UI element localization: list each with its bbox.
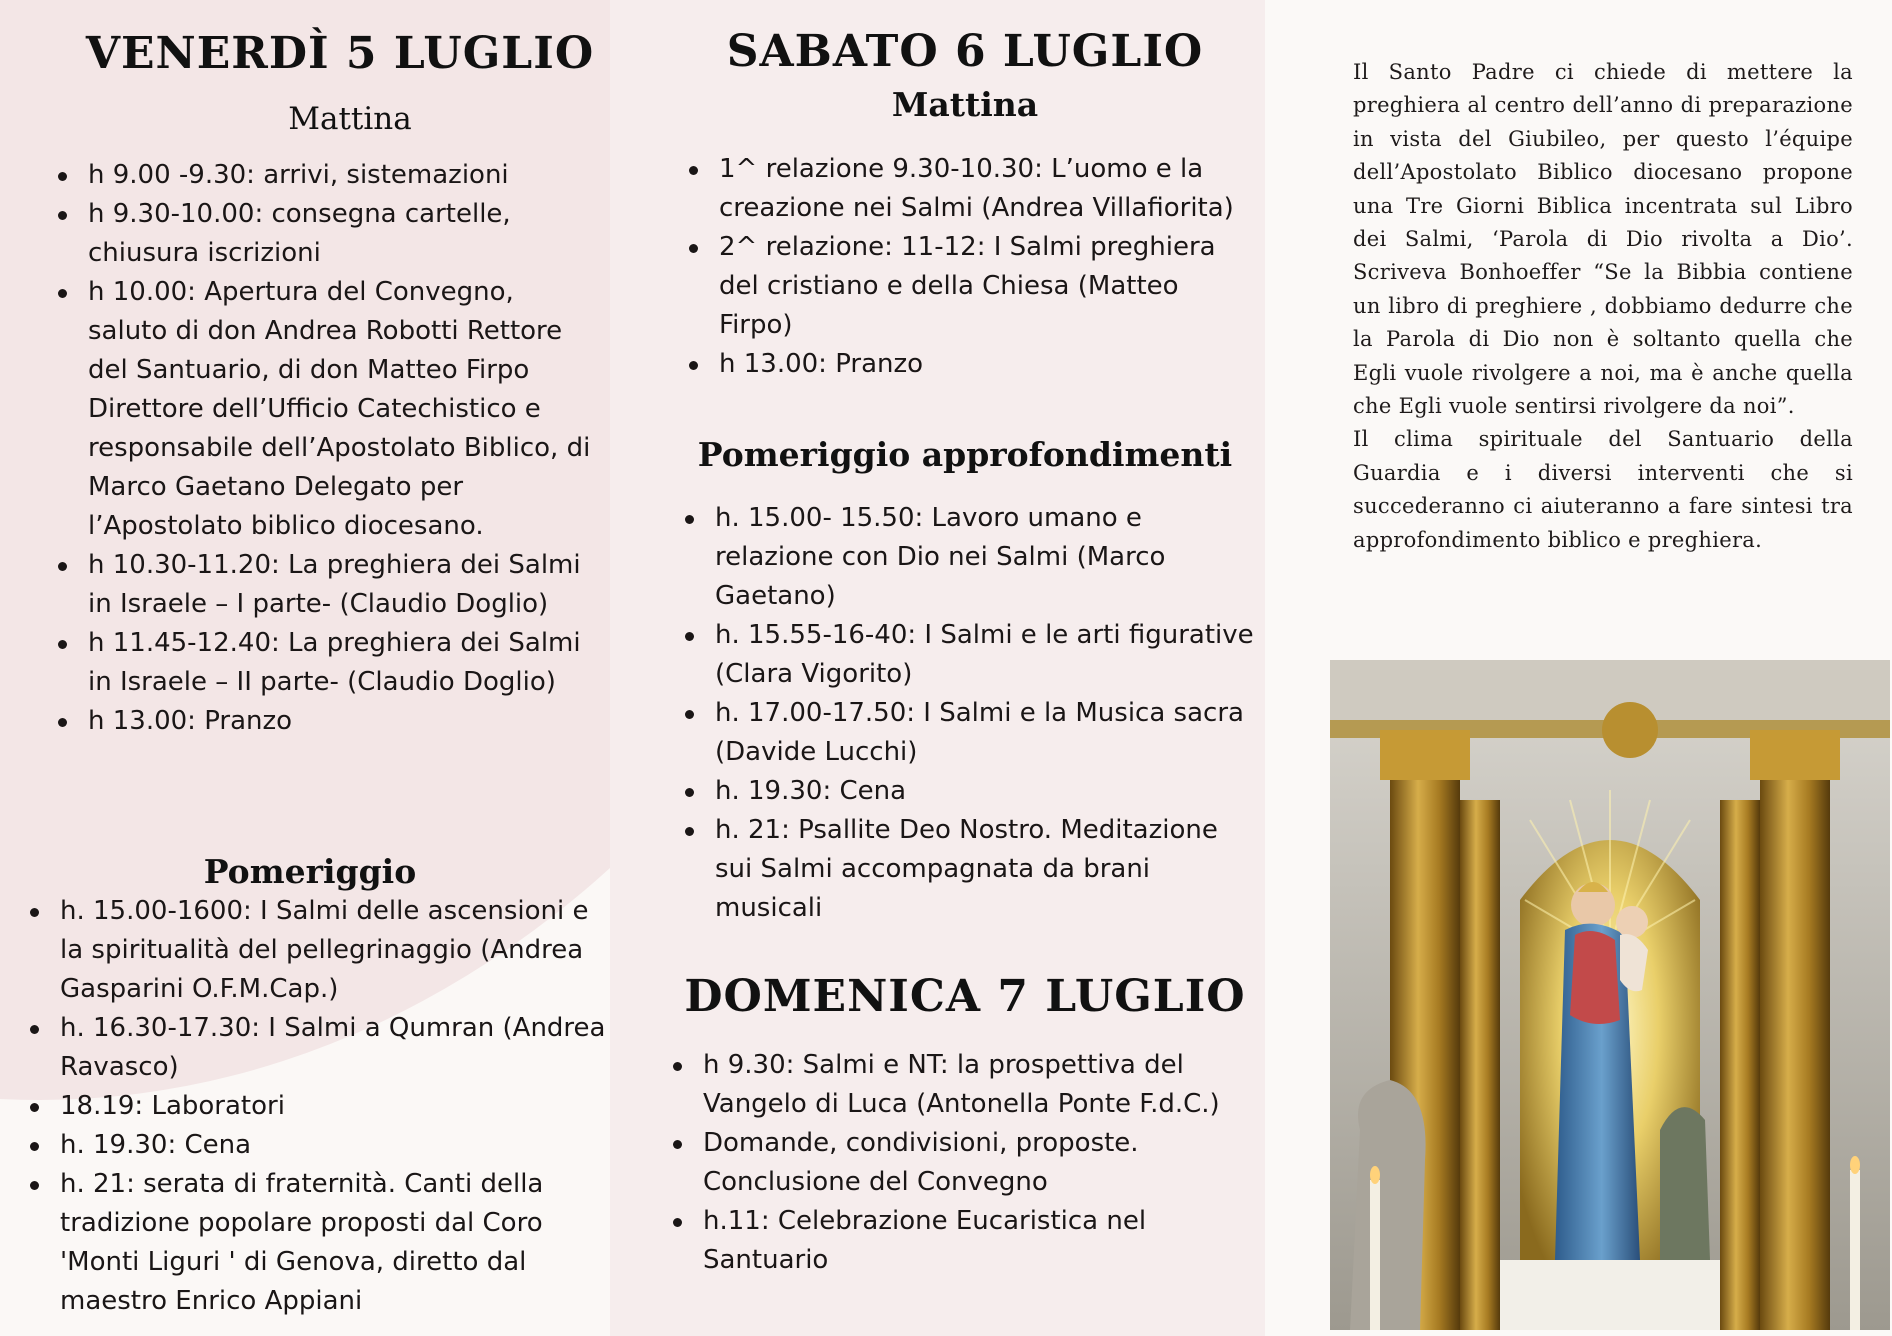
- list-item: 1^ relazione 9.30-10.30: L’uomo e la creazione nei Salmi (Andrea Villafiorita): [685, 150, 1255, 228]
- list-item: 18.19: Laboratori: [26, 1087, 616, 1126]
- intro-text: [1353, 56, 1853, 557]
- intro-paragraph-1: Il Santo Padre ci chiede di mettere la preghiera al centro dell’anno di preparazione in vista del Giubileo, per questo l’équipe dell’Apostolato Biblico diocesano propone una Tre Giorni Biblica incentrata sul Libro dei Salmi, ‘Parola di Dio rivolta a Dio’. Scriveva Bonhoeffer “Se la Bibbia contiene un libro di preghiere , dobbiamo dedurre che la Parola di Dio non è soltanto quella che Egli vuole rivolgere a noi, ma è anche quella che Egli vuole sentirsi rivolgere da noi”.: [1353, 60, 1853, 419]
- list-item: h 10.30-11.20: La preghiera dei Salmi in Israele – I parte- (Claudio Doglio): [54, 546, 594, 624]
- list-item: h. 16.30-17.30: I Salmi a Qumran (Andrea Ravasco): [26, 1009, 616, 1087]
- list-item: h. 21: Psallite Deo Nostro. Meditazione sui Salmi accompagnata da brani musicali: [681, 811, 1261, 928]
- list-item: h. 21: serata di fraternità. Canti della tradizione popolare proposti dal Coro 'Monti Liguri ' di Genova, diretto dal maestro Enrico Appiani: [26, 1165, 616, 1321]
- sunday-list: [669, 1046, 1259, 1280]
- saturday-morning-list: [685, 150, 1255, 384]
- saturday-morning-heading: Mattina: [891, 85, 1039, 124]
- saturday-afternoon-heading: Pomeriggio approfondimenti: [697, 435, 1233, 474]
- list-item: h. 15.00-1600: I Salmi delle ascensioni e la spiritualità del pellegrinaggio (Andrea Gasparini O.F.M.Cap.): [26, 892, 616, 1009]
- altar-illustration: [1330, 660, 1890, 1330]
- list-item: h. 19.30: Cena: [681, 772, 1261, 811]
- friday-morning-list: [54, 156, 594, 741]
- list-item: h. 19.30: Cena: [26, 1126, 616, 1165]
- madonna-statue-photo: [1330, 660, 1890, 1330]
- list-item: h 10.00: Apertura del Convegno, saluto di don Andrea Robotti Rettore del Santuario, di don Matteo Firpo Direttore dell’Ufficio Catechistico e responsabile dell’Apostolato Biblico, di Marco Gaetano Delegato per l’Apostolato biblico diocesano.: [54, 273, 594, 546]
- list-item: h 13.00: Pranzo: [54, 702, 594, 741]
- sunday-title: DOMENICA 7 LUGLIO: [684, 971, 1246, 1022]
- friday-afternoon-heading: Pomeriggio: [203, 852, 417, 891]
- list-item: h 9.30: Salmi e NT: la prospettiva del Vangelo di Luca (Antonella Ponte F.d.C.): [669, 1046, 1259, 1124]
- friday-afternoon-list: [26, 892, 616, 1321]
- list-item: h 11.45-12.40: La preghiera dei Salmi in Israele – II parte- (Claudio Doglio): [54, 624, 594, 702]
- list-item: h.11: Celebrazione Eucaristica nel Santuario: [669, 1202, 1259, 1280]
- list-item: h 13.00: Pranzo: [685, 345, 1255, 384]
- list-item: 2^ relazione: 11-12: I Salmi preghiera del cristiano e della Chiesa (Matteo Firpo): [685, 228, 1255, 345]
- list-item: Domande, condivisioni, proposte. Conclusione del Convegno: [669, 1124, 1259, 1202]
- list-item: h. 17.00-17.50: I Salmi e la Musica sacra (Davide Lucchi): [681, 694, 1261, 772]
- list-item: h. 15.55-16-40: I Salmi e le arti figurative (Clara Vigorito): [681, 616, 1261, 694]
- friday-title: VENERDÌ 5 LUGLIO: [85, 28, 595, 79]
- list-item: h 9.00 -9.30: arrivi, sistemazioni: [54, 156, 594, 195]
- saturday-title: SABATO 6 LUGLIO: [726, 26, 1204, 77]
- friday-morning-heading: Mattina: [288, 101, 412, 137]
- intro-paragraph-2: Il clima spirituale del Santuario della Guardia e i diversi interventi che si succederanno ci aiuteranno a fare sintesi tra approfondimento biblico e preghiera.: [1353, 427, 1853, 552]
- list-item: h 9.30-10.00: consegna cartelle, chiusura iscrizioni: [54, 195, 594, 273]
- saturday-afternoon-list: [681, 499, 1261, 928]
- list-item: h. 15.00- 15.50: Lavoro umano e relazione con Dio nei Salmi (Marco Gaetano): [681, 499, 1261, 616]
